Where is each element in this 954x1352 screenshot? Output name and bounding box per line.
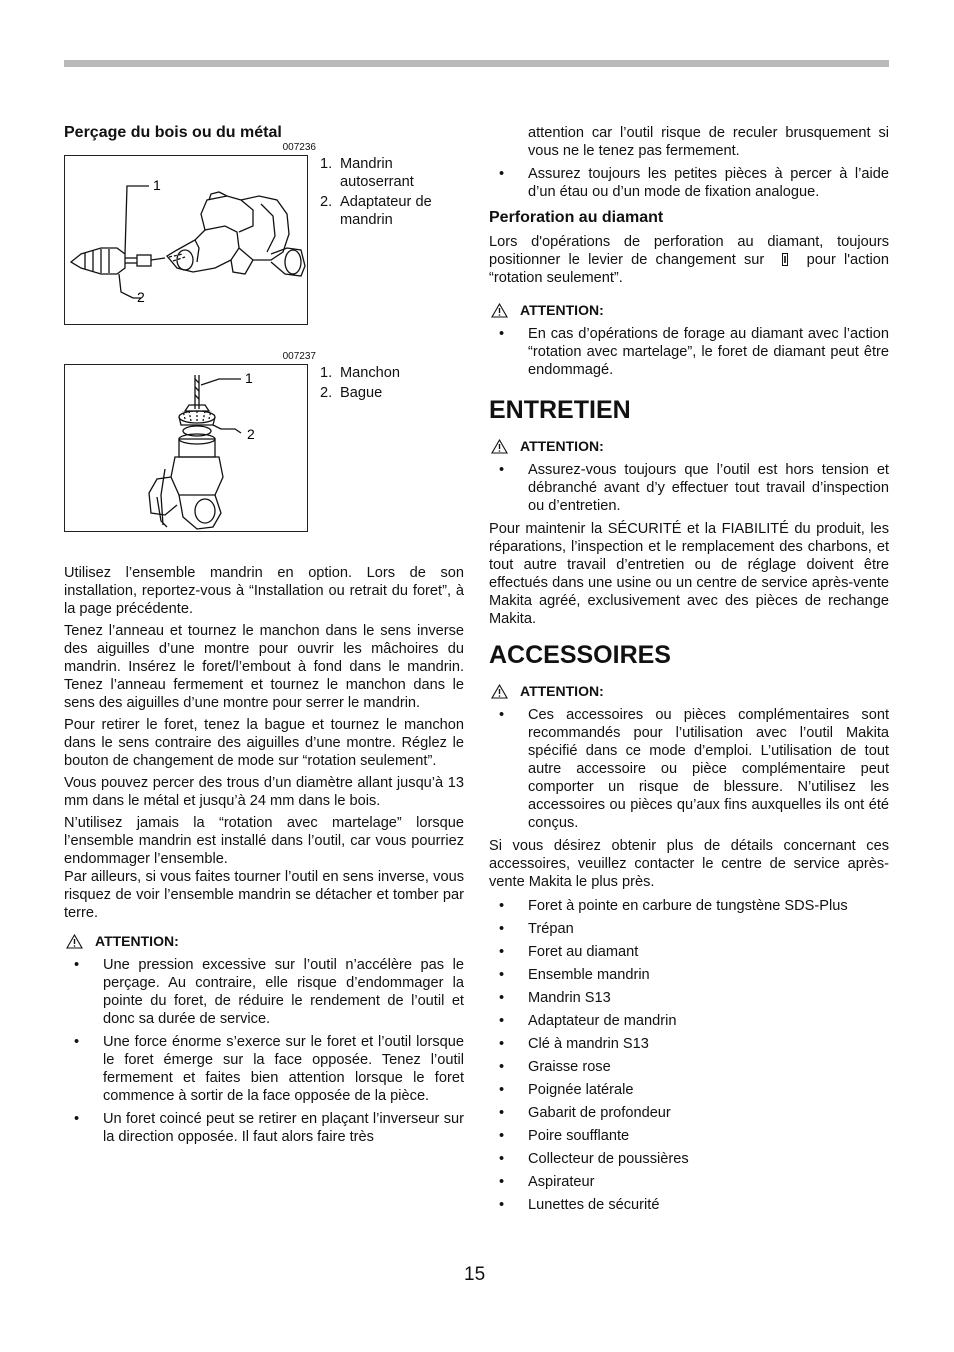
section-heading-entretien: ENTRETIEN (489, 396, 631, 424)
list-item: • Foret à pointe en carbure de tungstène SDS-Plus (499, 898, 848, 914)
accessoires-bullets (489, 706, 889, 832)
section-title-diamant: Perforation au diamant (489, 209, 664, 226)
diamond-bullets (489, 325, 889, 379)
list-item: • Une force énorme s’exerce sur le foret et l’outil lorsque le foret émerge sur la face opposée. Tenez l’outil fermement et faites bien attention lorsque le foret commence à sortir de la face opposée de la pièce. (74, 1034, 464, 1104)
warning-triangle-icon (491, 439, 508, 454)
drill-chuck-illustration (65, 156, 306, 323)
list-item: • Gabarit de profondeur (499, 1105, 671, 1121)
chuck-sleeve-illustration (65, 365, 306, 530)
warning-triangle-icon (491, 684, 508, 699)
list-item: • Assurez-vous toujours que l’outil est hors tension et débranché avant d’y effectuer tout travail d’inspection ou d’entretien. (499, 462, 889, 514)
callout-2: 2 (137, 289, 145, 305)
paragraph: Vous pouvez percer des trous d’un diamètre allant jusqu’à 13 mm dans le métal et jusqu’à 24 mm dans le bois. (64, 775, 464, 809)
list-item: • En cas d’opérations de forage au diamant avec l’action “rotation avec martelage”, le foret de diamant peut être endommagé. (499, 326, 889, 378)
list-item: • Ensemble mandrin (499, 967, 650, 983)
figure-code-1: 007236 (282, 142, 316, 153)
list-item-continued: attention car l’outil risque de reculer brusquement si vous ne le tenez pas fermement. (528, 125, 889, 159)
accessories-list (489, 897, 889, 1214)
paragraph: Tenez l’anneau et tournez le manchon dans le sens inverse des aiguilles d’une montre pour ouvrir les mâchoires du mandrin. Insérez le foret/l’embout à fond dans le mandrin. Tenez l’anneau fermement et tournez le manchon dans le sens des aiguilles d’une montre pour serrer le mandrin. (64, 623, 464, 711)
paragraph-diamant: Lors d'opérations de perforation au diamant, toujours positionner le levier de changement sur pour l'action “rotation seulement”. (489, 234, 889, 286)
section-heading-accessoires: ACCESSOIRES (489, 641, 671, 669)
list-item: • Graisse rose (499, 1059, 611, 1075)
list-item: • Collecteur de poussières (499, 1151, 689, 1167)
list-item: • Ces accessoires ou pièces complémentaires sont recommandés pour l’utilisation avec l’outil Makita spécifié dans ce mode d’emploi. L’utilisation de tout autre accessoire ou pièce complémentaire peut comporter un risque de blessure. N’utilisez les accessoires ou pièces qu’aux fins auxquelles ils ont été conçus. (499, 707, 889, 831)
figure-row-1 (64, 155, 464, 325)
figure-1-legend (320, 155, 460, 231)
list-item: • Foret au diamant (499, 944, 639, 960)
paragraph-entretien: Pour maintenir la SÉCURITÉ et la FIABILITÉ du produit, les réparations, l’inspection et le remplacement des charbons, et tout autre travail d’entretien ou de réglage doivent être effectués dans une usine ou un centre de service après-vente Makita agréé, exclusivement avec des pièces de rechange Makita. (489, 521, 889, 627)
list-item: • Mandrin S13 (499, 990, 611, 1006)
right-column (489, 124, 889, 1220)
list-item: • Assurez toujours les petites pièces à percer à l’aide d’un étau ou d’un mode de fixation analogue. (499, 166, 889, 200)
legend-item: 2. Bague (320, 385, 383, 401)
list-item: • Trépan (499, 921, 574, 937)
paragraph: Par ailleurs, si vous faites tourner l’outil en sens inverse, vous risquez de voir l’ensemble mandrin se détacher et tomber par terre. (64, 869, 464, 921)
list-item: • Un foret coincé peut se retirer en plaçant l’inverseur sur la direction opposée. Il faut alors faire très (74, 1111, 464, 1145)
rotation-only-drill-icon (778, 253, 792, 266)
list-item: • Adaptateur de mandrin (499, 1013, 677, 1029)
figure-code-2: 007237 (282, 351, 316, 362)
figure-row-2 (64, 364, 464, 532)
callout-2: 2 (247, 426, 255, 442)
figure-chuck-adapter (64, 155, 308, 325)
list-item: • Poire soufflante (499, 1128, 630, 1144)
entretien-bullets (489, 461, 889, 515)
list-item: • Clé à mandrin S13 (499, 1036, 649, 1052)
warning-triangle-icon (66, 934, 83, 949)
legend-item: 1. Manchon (320, 365, 401, 381)
attention-label: ATTENTION: (491, 301, 889, 319)
list-item: • Lunettes de sécurité (499, 1197, 660, 1213)
section-title-percage: Perçage du bois ou du métal (64, 124, 282, 141)
list-item: • Aspirateur (499, 1174, 595, 1190)
paragraph: Utilisez l’ensemble mandrin en option. Lors de son installation, reportez-vous à “Installation ou retrait du foret”, à la page précédente. (64, 565, 464, 617)
figure-sleeve-ring (64, 364, 308, 532)
legend-item: 1. Mandrin autoserrant (320, 156, 414, 190)
continued-bullets (489, 124, 889, 201)
list-item: • Poignée latérale (499, 1082, 634, 1098)
warning-triangle-icon (491, 303, 508, 318)
legend-item: 2. Adaptateur de mandrin (320, 194, 432, 228)
page-number: 15 (464, 1264, 486, 1285)
paragraph-accessoires: Si vous désirez obtenir plus de détails concernant ces accessoires, veuillez contacter le centre de service après-vente Makita le plus près. (489, 838, 889, 890)
paragraph: N’utilisez jamais la “rotation avec martelage” lorsque l’ensemble mandrin est installé dans l’outil, car vous pourriez endommager l’ensemble. (64, 815, 464, 867)
attention-bullets (64, 956, 464, 1146)
left-column (64, 124, 464, 1152)
attention-label: ATTENTION: (491, 682, 889, 700)
figure-2-legend (320, 364, 460, 404)
callout-1: 1 (153, 177, 161, 193)
attention-label: ATTENTION: (66, 932, 464, 950)
callout-1: 1 (245, 370, 253, 386)
attention-label: ATTENTION: (491, 437, 889, 455)
top-rule (64, 60, 889, 67)
paragraph: Pour retirer le foret, tenez la bague et tournez le manchon dans le sens contraire des aiguilles d’une montre. Réglez le bouton de changement de mode sur “rotation seulement”. (64, 717, 464, 769)
list-item: • Une pression excessive sur l’outil n’accélère pas le perçage. Au contraire, elle risque d’endommager la pointe du foret, de réduire le rendement de l’outil et donc sa durée de service. (74, 957, 464, 1027)
